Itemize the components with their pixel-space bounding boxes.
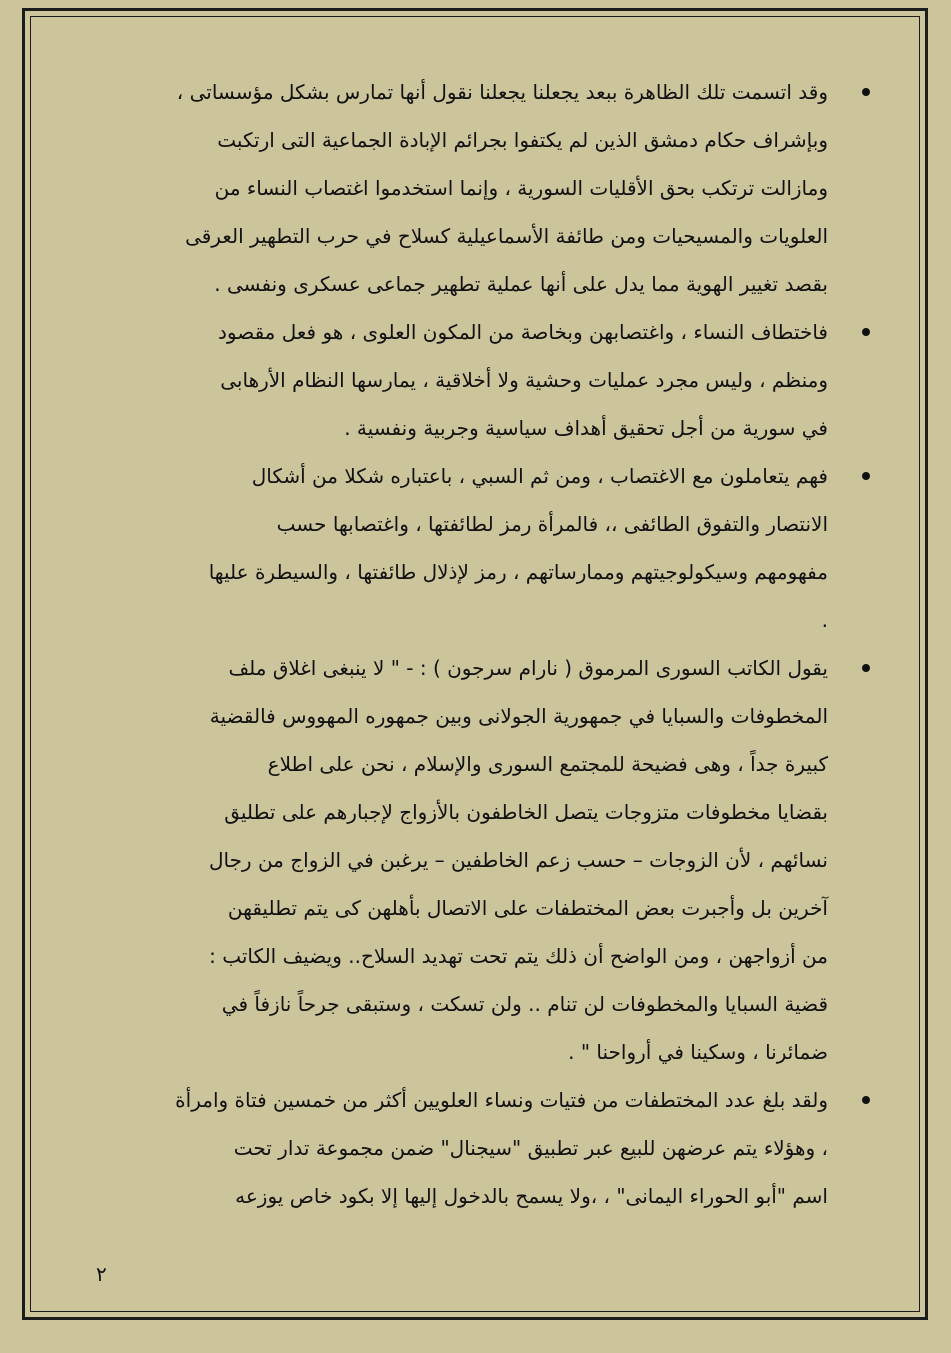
paragraph-line: آخرين بل وأجبرت بعض المختطفات على الاتصال بأهلهن كى يتم تطليقهن [227, 896, 828, 920]
paragraph-line: يقول الكاتب السورى المرموق ( نارام سرجون ) : - " لا ينبغى اغلاق ملف [228, 656, 828, 680]
paragraph-line: نسائهم ، لأن الزوجات – حسب زعم الخاطفين – يرغبن في الزواج من رجال [208, 848, 828, 872]
paragraph-2 [150, 316, 870, 460]
paragraph-1 [150, 76, 870, 316]
paragraph-line: فهم يتعاملون مع الاغتصاب ، ومن ثم السبي ، باعتباره شكلا من أشكال [251, 464, 828, 488]
document-body [150, 76, 870, 1228]
paragraph-line: مفهومهم وسيكولوجيتهم وممارساتهم ، رمز لإذلال طائفتها ، والسيطرة عليها [208, 560, 828, 584]
paragraph-line: من أزواجهن ، ومن الواضح أن ذلك يتم تحت تهديد السلاح.. ويضيف الكاتب : [209, 944, 828, 968]
paragraph-3 [150, 460, 870, 652]
paragraph-line: وبإشراف حكام دمشق الذين لم يكتفوا بجرائم الإبادة الجماعية التى ارتكبت [217, 128, 828, 152]
paragraph-line: ومنظم ، وليس مجرد عمليات وحشية ولا أخلاقية ، يمارسها النظام الأرهابى [220, 368, 828, 392]
bullet-icon [862, 88, 870, 96]
paragraph-line: الانتصار والتفوق الطائفى ،، فالمرأة رمز لطائفتها ، واغتصابها حسب [276, 512, 828, 536]
paragraph-line: العلويات والمسيحيات ومن طائفة الأسماعيلية كسلاح في حرب التطهير العرقى [185, 224, 828, 248]
page-number: ٢ [96, 1262, 107, 1286]
paragraph-line: اسم "أبو الحوراء اليمانى" ، ،ولا يسمح بالدخول إليها إلا بكود خاص يوزعه [235, 1184, 828, 1208]
paragraph-line: في سورية من أجل تحقيق أهداف سياسية وجربية ونفسية . [344, 416, 828, 440]
paragraph-4 [150, 652, 870, 1084]
paragraph-line: وقد اتسمت تلك الظاهرة ببعد يجعلنا يجعلنا نقول أنها تمارس بشكل مؤسساتى ، [176, 80, 828, 104]
paragraph-line: المخطوفات والسبايا في جمهورية الجولانى وبين جمهوره المهووس فالقضية [209, 704, 828, 728]
paragraph-line: . [821, 608, 828, 632]
paragraph-line: كبيرة جداً ، وهى فضيحة للمجتمع السورى والإسلام ، نحن على اطلاع [267, 752, 828, 776]
paragraph-line: ولقد بلغ عدد المختطفات من فتيات ونساء العلويين أكثر من خمسين فتاة وامرأة [175, 1088, 828, 1112]
paragraph-line: بقضايا مخطوفات متزوجات يتصل الخاطفون بالأزواج لإجبارهم على تطليق [224, 800, 828, 824]
paragraph-line: قضية السبايا والمخطوفات لن تنام .. ولن تسكت ، وستبقى جرحاً نازفاً في [221, 992, 828, 1016]
bullet-icon [862, 328, 870, 336]
paragraph-line: ضمائرنا ، وسكينا في أرواحنا " . [568, 1040, 828, 1064]
bullet-icon [862, 1096, 870, 1104]
paragraph-line: بقصد تغيير الهوية مما يدل على أنها عملية تطهير جماعى عسكرى ونفسى . [214, 272, 828, 296]
bullet-list [150, 76, 870, 1228]
bullet-icon [862, 472, 870, 480]
paragraph-5 [150, 1084, 870, 1228]
bullet-icon [862, 664, 870, 672]
paragraph-line: ، وهؤلاء يتم عرضهن للبيع عبر تطبيق "سيجنال" ضمن مجموعة تدار تحت [233, 1136, 828, 1160]
paragraph-line: ومازالت ترتكب بحق الأقليات السورية ، وإنما استخدموا اغتصاب النساء من [214, 176, 828, 200]
paragraph-line: فاختطاف النساء ، واغتصابهن وبخاصة من المكون العلوى ، هو فعل مقصود [217, 320, 828, 344]
